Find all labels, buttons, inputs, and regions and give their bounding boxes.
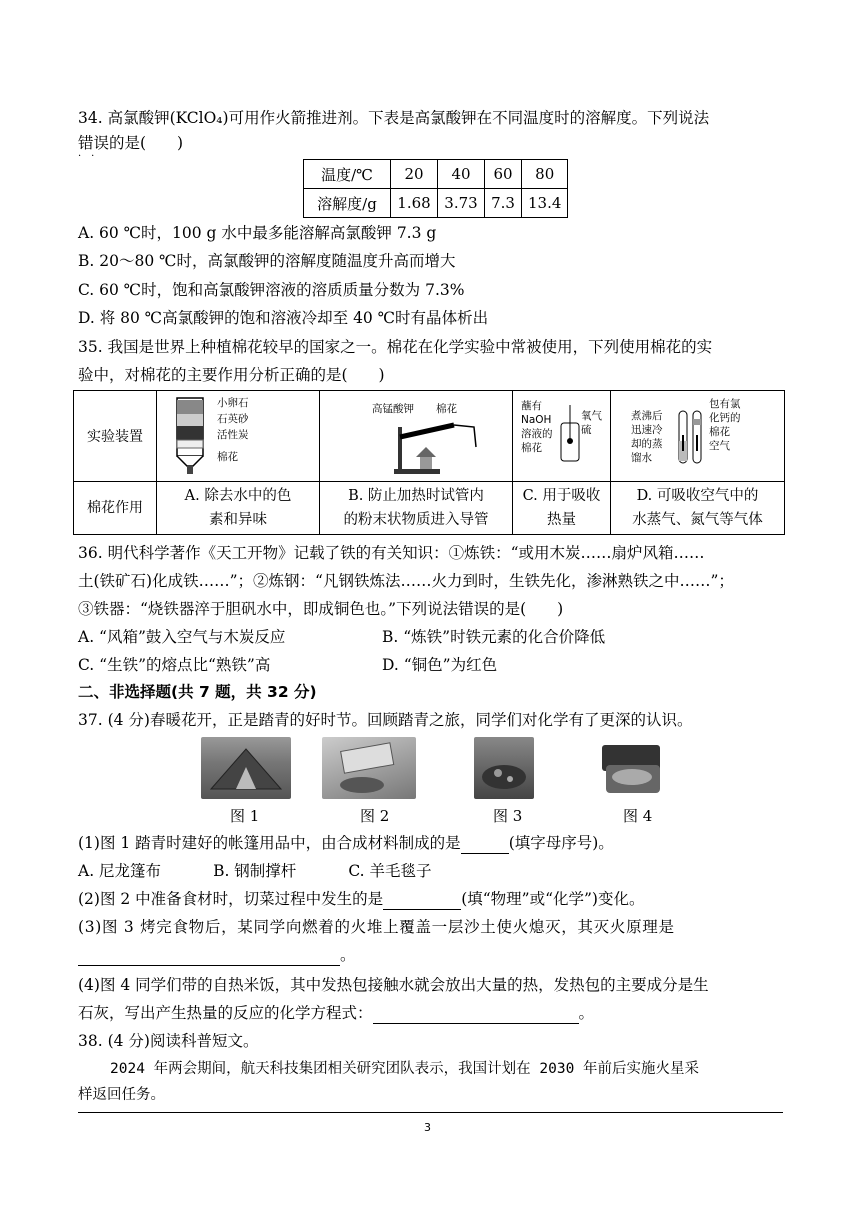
tubes-drawing — [677, 405, 707, 475]
q34-stem-line2: 错误的是( ) — [78, 134, 184, 152]
answer-blank[interactable] — [373, 1005, 579, 1024]
label-oxygen-sulfur — [581, 409, 602, 437]
option-text: 水蒸气、氮气等气体 — [632, 512, 763, 528]
table-cell: 13.4 — [522, 189, 568, 218]
apparatus-b — [320, 391, 513, 482]
q34-option-a: A. 60 ℃时，100 g 水中最多能溶解高氯酸钾 7.3 g — [78, 224, 437, 242]
header-cotton-role: 棉花作用 — [74, 482, 157, 535]
q37-part1-text: (1)图 1 踏青时建好的帐篷用品中，由合成材料制成的是 — [78, 834, 461, 852]
tent-photo — [201, 737, 291, 799]
footer-rule — [78, 1112, 783, 1113]
answer-blank[interactable] — [78, 947, 340, 966]
table-cell: 80 — [522, 160, 568, 189]
option-text: A. 尼龙篷布 — [78, 862, 162, 880]
q34-stem-line1: 34. 高氯酸钾(KClO₄)可用作火箭推进剂。下表是高氯酸钾在不同温度时的溶解度。下列说法 — [78, 109, 710, 127]
water-filter-drawing — [171, 394, 211, 476]
figure-caption-1: 图 1 — [230, 807, 260, 825]
option-d-cell — [611, 482, 785, 535]
q34-option-b: B. 20～80 ℃时，高氯酸钾的溶解度随温度升高而增大 — [78, 252, 456, 270]
q37-part2 — [78, 888, 644, 910]
q37-part4-text: 石灰，写出产生热量的反应的化学方程式： — [78, 1004, 373, 1022]
label-text: 硫 — [581, 424, 592, 436]
table-cell: 20 — [391, 160, 438, 189]
q37-part1 — [78, 832, 614, 854]
label-naoh-cotton — [521, 399, 553, 455]
option-text: 素和异味 — [209, 512, 267, 528]
apparatus-a — [157, 391, 320, 482]
q36-option-a: A. “风箱”鼓入空气与木炭反应 — [78, 628, 286, 646]
label-text: 溶液的 — [521, 428, 553, 440]
table-cell: 40 — [438, 160, 485, 189]
option-b-cell — [320, 482, 513, 535]
table-cell: 7.3 — [485, 189, 522, 218]
q37-part4-line2 — [78, 1002, 594, 1024]
q37-intro: 37. (4 分)春暖花开，正是踏青的好时节。回顾踏青之旅，同学们对化学有了更深的认识。 — [78, 711, 693, 729]
table-row — [304, 160, 568, 189]
q35-stem-line2: 验中，对棉花的主要作用分析正确的是( ) — [78, 366, 385, 384]
q35-stem-line1: 35. 我国是世界上种植棉花较早的国家之一。棉花在化学实验中常被使用，下列使用棉花的实 — [78, 338, 713, 356]
option-text: C. 羊毛毯子 — [348, 862, 432, 880]
figure-caption-3: 图 3 — [493, 807, 523, 825]
label-text: 棉花 — [709, 426, 730, 438]
table-row — [74, 482, 785, 535]
q36-stem-line3: ③铁器：“烧铁器淬于胆矾水中，即成铜色也。”下列说法错误的是( ) — [78, 600, 564, 618]
emphasis-dots: ·· — [78, 151, 105, 162]
option-text: A. 除去水中的色 — [184, 488, 292, 504]
knife-icon — [322, 737, 416, 799]
q36-stem-line1: 36. 明代科学著作《天工开物》记载了铁的有关知识：①炼铁：“或用木炭……扇炉风箱…… — [78, 544, 705, 562]
jar-drawing — [559, 405, 583, 465]
q37-part2-tail: (填“物理”或“化学”)变化。 — [461, 890, 645, 908]
option-text: D. 可吸收空气中的 — [636, 488, 759, 504]
heating-apparatus-drawing — [386, 417, 486, 477]
section-heading: 二、非选择题(共 7 题，共 32 分) — [78, 683, 317, 701]
table-cell: 3.73 — [438, 189, 485, 218]
label-boiled-water — [631, 409, 663, 465]
table-row — [74, 391, 785, 482]
table-cell: 温度/℃ — [304, 160, 391, 189]
q37-part1-tail: (填字母序号)。 — [508, 834, 614, 852]
q38-paragraph-line2: 样返回任务。 — [78, 1087, 165, 1103]
q36-option-d: D. “铜色”为红色 — [382, 656, 498, 674]
figure-caption-4: 图 4 — [623, 807, 653, 825]
cutting-photo — [322, 737, 416, 799]
answer-blank[interactable] — [461, 835, 509, 854]
label-text: 化钙的 — [709, 412, 741, 424]
q36-option-b: B. “炼铁”时铁元素的化合价降低 — [382, 628, 606, 646]
option-text: 的粉末状物质进入导管 — [343, 512, 489, 528]
option-text: B. 防止加热时试管内 — [348, 488, 484, 504]
table-cell: 1.68 — [391, 189, 438, 218]
label-text: 蘸有 — [521, 400, 542, 412]
q37-part1-options — [78, 860, 431, 882]
figure-caption-2: 图 2 — [360, 807, 390, 825]
experiment-table — [73, 390, 785, 535]
label-sand: 石英砂 — [217, 413, 249, 425]
label-cacl2-cotton — [709, 397, 741, 453]
label-text: 包有氯 — [709, 398, 741, 410]
period: 。 — [340, 946, 356, 964]
q37-part2-text: (2)图 2 中准备食材时，切菜过程中发生的是 — [78, 890, 384, 908]
q34-option-d: D. 将 80 ℃高氯酸钾的饱和溶液冷却至 40 ℃时有晶体析出 — [78, 309, 489, 327]
label-cotton: 棉花 — [217, 451, 238, 463]
label-text: 空气 — [709, 440, 730, 452]
q36-option-c: C. “生铁”的熔点比“熟铁”高 — [78, 656, 271, 674]
table-row — [304, 189, 568, 218]
label-text: 氧气 — [581, 410, 602, 422]
q37-part3: (3)图 3 烤完食物后，某同学向燃着的火堆上覆盖一层沙土使火熄灭，其灭火原理是 — [78, 918, 675, 936]
apparatus-c — [513, 391, 611, 482]
header-apparatus: 实验装置 — [74, 391, 157, 482]
table-cell: 溶解度/g — [304, 189, 391, 218]
q34-option-c: C. 60 ℃时，饱和高氯酸钾溶液的溶质质量分数为 7.3% — [78, 281, 465, 299]
q37-part4-line1: (4)图 4 同学们带的自热米饭，其中发热包接触水就会放出大量的热，发热包的主要成分是生 — [78, 976, 709, 994]
option-text: C. 用于吸收 — [522, 488, 601, 504]
label-text: 煮沸后 — [631, 410, 663, 422]
label-text: 棉花 — [521, 442, 542, 454]
answer-blank[interactable] — [383, 891, 461, 910]
page-number: 3 — [424, 1121, 431, 1134]
tent-icon — [201, 737, 291, 799]
label-cotton: 棉花 — [436, 403, 457, 415]
label-carbon: 活性炭 — [217, 429, 249, 441]
option-c-cell — [513, 482, 611, 535]
option-text: 热量 — [547, 512, 576, 528]
rice-box-icon — [596, 737, 668, 799]
self-heating-rice-photo — [596, 737, 668, 799]
label-text: 却的蒸 — [631, 438, 663, 450]
label-text: 迅速冷 — [631, 424, 663, 436]
label-text: 馏水 — [631, 452, 652, 464]
label-kmno4: 高锰酸钾 — [372, 403, 414, 415]
q38-intro: 38. (4 分)阅读科普短文。 — [78, 1032, 259, 1050]
fire-ash-icon — [474, 737, 534, 799]
q37-part3-answer — [78, 944, 356, 966]
q36-stem-line2: 土(铁矿石)化成铁……”；②炼钢：“凡钢铁炼法……火力到时，生铁先化，渗淋熟铁之中……”； — [78, 572, 734, 590]
solubility-table — [303, 159, 568, 218]
campfire-photo — [474, 737, 534, 799]
apparatus-d — [611, 391, 785, 482]
option-text: B. 钢制撑杆 — [213, 862, 297, 880]
q38-paragraph-line1: 2024 年两会期间，航天科技集团相关研究团队表示，我国计划在 2030 年前后实施火星采 — [110, 1061, 700, 1077]
option-a-cell — [157, 482, 320, 535]
period: 。 — [578, 1004, 595, 1022]
label-pebbles: 小卵石 — [217, 397, 249, 409]
table-cell: 60 — [485, 160, 522, 189]
label-text: NaOH — [521, 414, 552, 426]
